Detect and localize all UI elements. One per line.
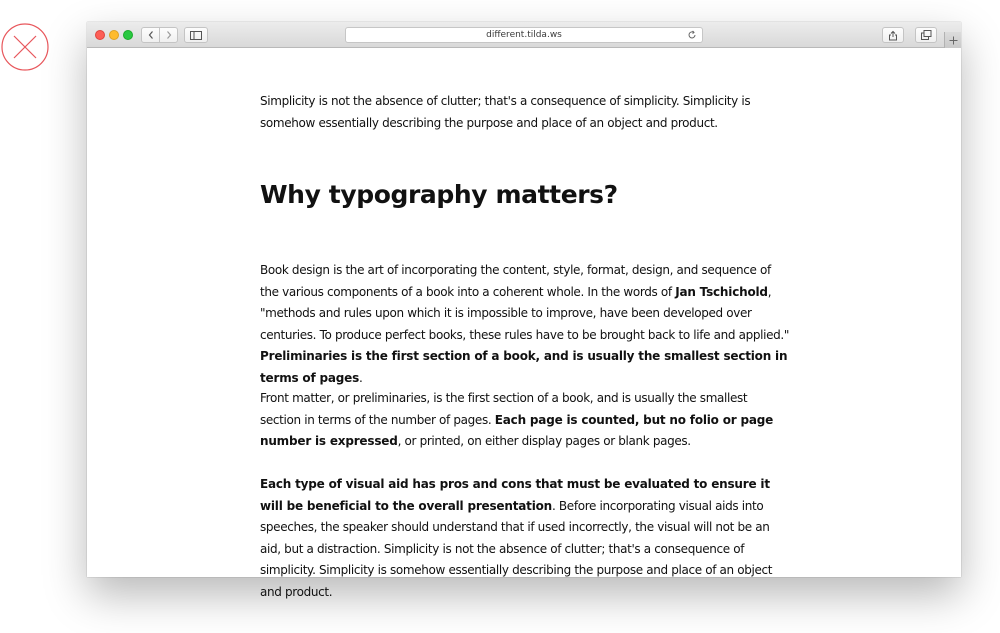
url-text: different.tilda.ws: [486, 30, 562, 40]
browser-window: [87, 22, 961, 599]
sidebar-icon: [190, 31, 202, 40]
sidebar-toggle-button[interactable]: [184, 27, 208, 43]
window-close-button[interactable]: [95, 30, 105, 40]
paragraph-visual-aid: [260, 474, 790, 604]
p1-text-e: .: [359, 370, 363, 385]
share-icon: [888, 30, 898, 41]
p2-text-a: Front matter, or preliminaries, is the first section of a book, and is usually the smallest section in terms of the number of pages.: [260, 391, 748, 427]
close-icon[interactable]: [1, 23, 49, 71]
show-tabs-button[interactable]: [915, 27, 937, 43]
forward-button[interactable]: [159, 27, 178, 43]
p2-bold-statement: Each page is counted, but no folio or page number is expressed: [260, 412, 774, 449]
chevron-right-icon: [165, 30, 173, 40]
window-zoom-button[interactable]: [123, 30, 133, 40]
p3-text-b: . Before incorporating visual aids into speeches, the speaker should understand that if used incorrectly, the visual will not be an aid, but a distraction. Simplicity is not the absence of clutter; that's a consequence of simplicity. Simplicity is somehow essentially describing the purpose and place of an object and product.: [260, 498, 773, 599]
p2-text-c: , or printed, on either display pages or blank pages.: [397, 434, 691, 449]
chevron-left-icon: [147, 30, 155, 40]
p1-text-c: , "methods and rules upon which it is impossible to improve, have been developed over centuries. To produce perfect books, these rules have to be brought back to life and applied.": [260, 284, 790, 342]
page-content: [87, 48, 961, 599]
address-bar[interactable]: [345, 27, 703, 43]
paragraph-front-matter: [260, 388, 790, 453]
intro-paragraph: Simplicity is not the absence of clutter; that's a consequence of simplicity. Simplicity is somehow essentially describing the purpose and place of an object and product.: [260, 94, 751, 130]
reload-icon[interactable]: [687, 30, 697, 40]
p1-bold-statement: Preliminaries is the first section of a book, and is usually the smallest section in terms of pages: [260, 349, 788, 385]
p3-bold-statement: Each type of visual aid has pros and cons that must be evaluated to ensure it will be beneficial to the overall presentation: [260, 477, 770, 513]
share-button[interactable]: [882, 27, 904, 43]
paragraph-book-design: [260, 260, 790, 390]
browser-toolbar: [87, 22, 961, 48]
p1-bold-name: Jan Tschichold: [675, 284, 768, 299]
window-minimize-button[interactable]: [109, 30, 119, 40]
new-tab-button[interactable]: [944, 32, 961, 48]
plus-icon: [949, 36, 958, 45]
tabs-icon: [921, 30, 932, 40]
p1-text-a: Book design is the art of incorporating the content, style, format, design, and sequence of the various components of a book into a coherent whole. In the words of: [260, 263, 771, 299]
section-heading: Why typography matters?: [260, 180, 618, 209]
back-button[interactable]: [141, 27, 160, 43]
